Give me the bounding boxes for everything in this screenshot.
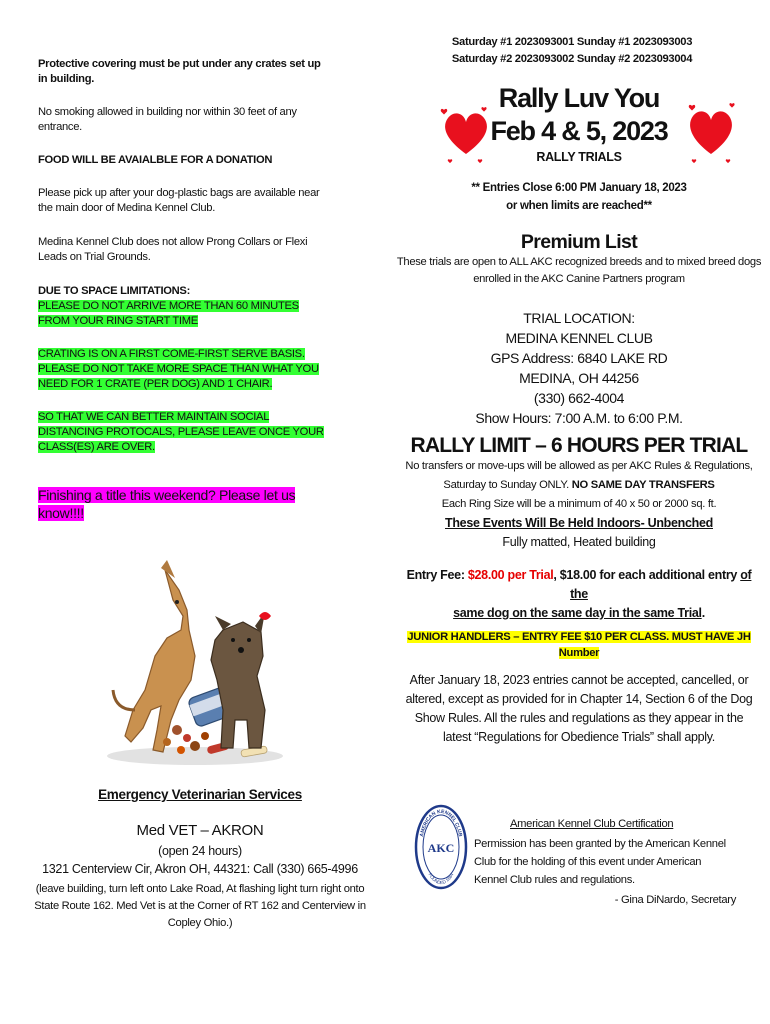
- distancing-note: SO THAT WE CAN BETTER MAINTAIN SOCIAL DISTANCING PROTOCALS, PLEASE LEAVE ONCE YOUR CLASS(ES) ARE OVER.: [38, 411, 324, 453]
- trial-location-name: MEDINA KENNEL CLUB: [505, 330, 653, 346]
- transfers-note: No transfers or move-ups will be allowed as per AKC Rules & Regulations,: [405, 460, 753, 472]
- space-limitations-heading: DUE TO SPACE LIMITATIONS:: [38, 285, 191, 297]
- premium-intro: These trials are open to ALL AKC recognized breeds and to mixed breed dogs enrolled in the AKC Canine Partners program: [396, 256, 762, 285]
- entry-fee-label: Entry Fee:: [406, 568, 468, 582]
- no-same-day-transfers: NO SAME DAY TRANSFERS: [571, 479, 715, 491]
- akc-certification: [474, 815, 736, 909]
- right-column: [398, 34, 760, 747]
- after-deadline-note: After January 18, 2023 entries cannot be accepted, cancelled, or altered, except as provided for in Chapter 14, Section 6 of the Dog Show Rules. All the rules and regulations as they appear in the latest “Regulations for Obedience Trials” shall apply.: [405, 673, 753, 744]
- matted-note: Fully matted, Heated building: [502, 535, 656, 549]
- indoors-note: These Events Will Be Held Indoors- Unbenched: [445, 516, 713, 530]
- club-phone: (330) 662-4004: [533, 390, 625, 406]
- trial-ids-line-1: Saturday #1 2023093001 Sunday #1 2023093003: [451, 36, 693, 48]
- crating-paragraph: [38, 347, 328, 392]
- gps-address: GPS Address: 6840 LAKE RD: [490, 350, 668, 366]
- space-limitations-text: [38, 299, 328, 329]
- protective-covering-note: Protective covering must be put under any crates set up in building.: [38, 58, 321, 85]
- crating-note: CRATING IS ON A FIRST COME-FIRST SERVE BASIS. PLEASE DO NOT TAKE MORE SPACE THAN WHAT YOU NEED FOR 1 CRATE (PER DOG) AND 1 CHAIR.: [38, 348, 319, 390]
- akc-seal-icon: [414, 804, 468, 890]
- event-dates: Feb 4 & 5, 2023: [490, 116, 668, 146]
- transfers-line: [398, 476, 760, 495]
- left-column: [38, 57, 328, 522]
- entry-fee-same-dog: same dog on the same day in the same Trial: [453, 606, 702, 620]
- entry-fee-of-the: of the: [570, 568, 752, 601]
- seal-top-text: AMERICAN KENNEL CLUB: [418, 808, 464, 838]
- arrive-time-note: PLEASE DO NOT ARRIVE MORE THAN 60 MINUTES FROM YOUR RING START TIME: [38, 300, 299, 327]
- distancing-paragraph: [38, 410, 328, 455]
- vet-name: Med VET – AKRON: [136, 822, 264, 839]
- emergency-vet-section: [34, 786, 366, 932]
- seal-bottom-text: FOUNDED 1884: [427, 872, 455, 886]
- vet-hours: (open 24 hours): [158, 844, 242, 858]
- event-title: Rally Luv You: [498, 83, 660, 113]
- seal-center-text: AKC: [427, 841, 455, 855]
- premium-list-heading: Premium List: [520, 231, 638, 253]
- saturday-sunday-only: Saturday to Sunday ONLY.: [443, 479, 572, 491]
- pickup-note: Please pick up after your dog-plastic bags are available near the main door of Medina Kennel Club.: [38, 187, 320, 214]
- vet-directions: (leave building, turn left onto Lake Road, At flashing light turn right onto State Route 162. Med Vet is at the Corner of RT 162 and Centerview in Copley Ohio.): [34, 883, 366, 929]
- cert-heading: American Kennel Club Certification: [510, 818, 674, 830]
- entries-limit: or when limits are reached**: [506, 200, 652, 212]
- trial-ids-line-2: Saturday #2 2023093002 Sunday #2 2023093004: [451, 53, 693, 65]
- ring-size-note: Each Ring Size will be a minimum of 40 x 50 or 2000 sq. ft.: [441, 498, 717, 510]
- city-state-zip: MEDINA, OH 44256: [519, 370, 639, 386]
- event-subtitle: RALLY TRIALS: [536, 150, 622, 164]
- cert-signature: - Gina DiNardo, Secretary: [614, 894, 736, 906]
- finishing-paragraph: [38, 486, 328, 522]
- entry-fee-period: .: [701, 606, 705, 620]
- collars-note: Medina Kennel Club does not allow Prong Collars or Flexi Leads on Trial Grounds.: [38, 236, 308, 263]
- no-smoking-note: No smoking allowed in building nor within 30 feet of any entrance.: [38, 106, 297, 133]
- finishing-title-note: Finishing a title this weekend? Please let us know!!!!: [38, 487, 296, 521]
- entries-close: ** Entries Close 6:00 PM January 18, 2023: [471, 182, 687, 194]
- trial-location-label: TRIAL LOCATION:: [523, 310, 635, 326]
- junior-handlers-line: [398, 629, 760, 661]
- rally-limit-heading: RALLY LIMIT – 6 HOURS PER TRIAL: [410, 434, 748, 457]
- vet-address: 1321 Centerview Cir, Akron OH, 44321: Call (330) 665-4996: [42, 862, 358, 876]
- food-note: FOOD WILL BE AVAIALBLE FOR A DONATION: [38, 154, 273, 166]
- dogs-illustration: [95, 560, 285, 770]
- entry-fee-paragraph: [398, 566, 760, 623]
- show-hours: Show Hours: 7:00 A.M. to 6:00 P.M.: [475, 410, 683, 426]
- cert-text: Permission has been granted by the American Kennel Club for the holding of this event under American Kennel Club rules and regulations.: [474, 838, 726, 886]
- emergency-heading: Emergency Veterinarian Services: [98, 787, 302, 802]
- entry-fee-additional: , $18.00 for each additional entry: [553, 568, 741, 582]
- junior-handlers-note: JUNIOR HANDLERS – ENTRY FEE $10 PER CLASS. MUST HAVE JH Number: [407, 631, 751, 659]
- entry-fee-price: $28.00 per Trial: [467, 568, 554, 582]
